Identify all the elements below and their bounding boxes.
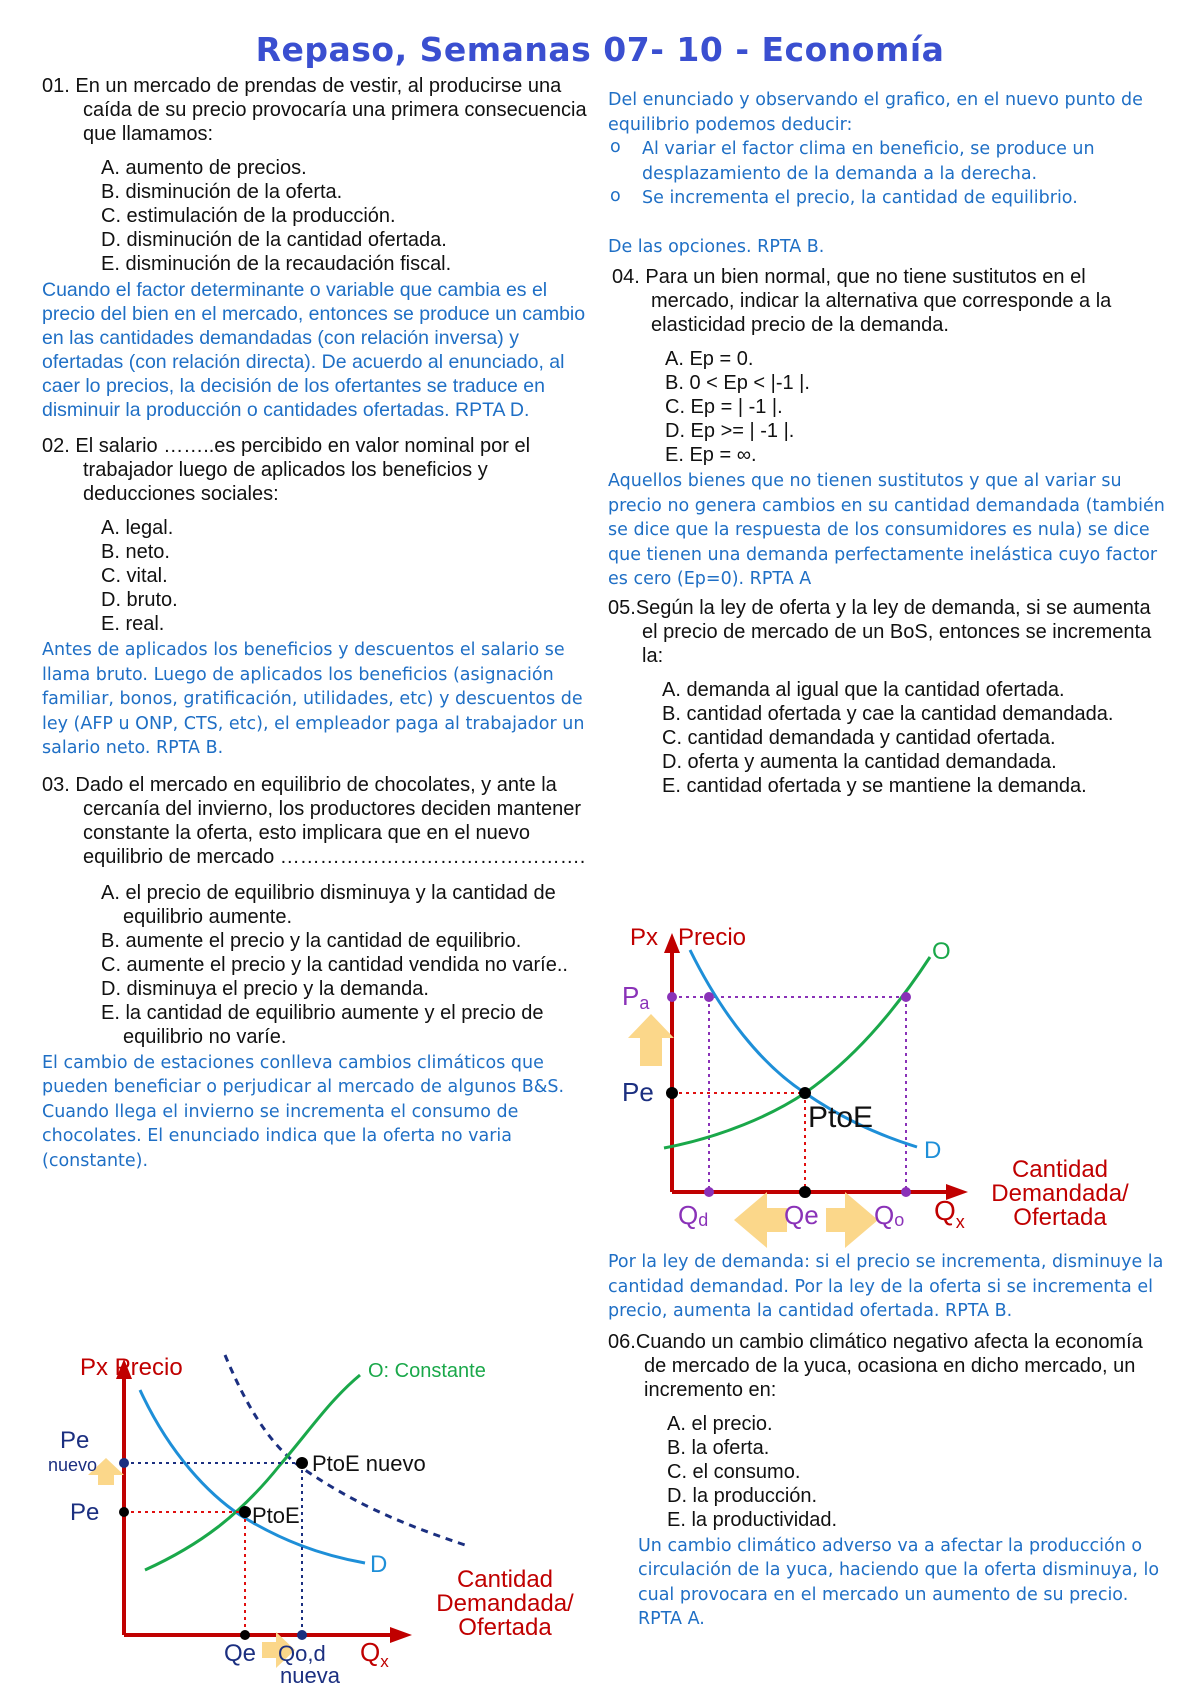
pe-label: Pe <box>70 1499 100 1526</box>
demand-curve <box>690 950 917 1147</box>
option-a: A. aumento de precios. <box>101 157 307 179</box>
qe-label: Qe <box>784 1200 819 1230</box>
answer-explanation: Aquellos bienes que no tienen sustitutos y que al variar su precio no genera cambios en su cantidad demandada (también se dice que la respuesta de los consumidores es nula) se dice que tienen una demanda perfectamente inelástica cuyo factor es cero (Ep=0). RPTA A <box>608 471 1165 589</box>
option-c: C. estimulación de la producción. <box>101 205 396 227</box>
supply-label: O <box>932 938 951 965</box>
option-c: C. Ep = | -1 |. <box>665 396 783 418</box>
answer-explanation: Cuando el factor determinante o variable que cambia es el precio del bien en el mercado, entonces se produce un cambio en las cantidades demandadas (con relación inversa) y ofertadas (con relación directa). De acuerdo al enunciado, al caer lo precios, la decisión de los ofertantes se traduce en disminuir la producción o cantidades ofertadas. RPTA D. <box>42 279 586 421</box>
qd-point <box>704 992 714 1002</box>
option-d: D. disminución de la cantidad ofertada. <box>101 229 447 251</box>
qod-axis-point <box>297 1630 307 1640</box>
options-list <box>652 678 1168 798</box>
question-text: Dado el mercado en equilibrio de chocolates, y ante la cercanía del invierno, los productores deciden mantener constante la oferta, esto implicara que en el nuevo equilibrio de mercado ………………………………………. <box>75 773 586 868</box>
answer-rpta: De las opciones. RPTA B. <box>608 236 825 257</box>
answer-bullets <box>608 137 1168 211</box>
equilibrium-point <box>239 1506 251 1518</box>
page-title: Repaso, Semanas 07- 10 - Economía <box>255 30 945 69</box>
right-column-lower <box>608 1250 1168 1632</box>
ptoe-label: PtoE <box>808 1101 874 1134</box>
option-d: D. oferta y aumenta la cantidad demandada. <box>662 750 1057 773</box>
question-text: Según la ley de oferta y la ley de demanda, si se aumenta el precio de mercado de un BoS, entonces se incrementa la: <box>635 596 1152 667</box>
pe-axis-point <box>119 1507 129 1517</box>
answer-intro: Del enunciado y observando el grafico, en el nuevo punto de equilibrio podemos deducir: <box>608 90 1143 135</box>
option-e: E. disminución de la recaudación fiscal. <box>101 253 452 275</box>
pa-label: Pa <box>622 981 650 1013</box>
option-a: A. el precio. <box>667 1412 773 1435</box>
option-a: A. demanda al igual que la cantidad ofertada. <box>662 678 1065 701</box>
option-b: B. cantidad ofertada y cae la cantidad demandada. <box>662 702 1114 725</box>
bullet-item: o Al variar el factor clima en beneficio, se produce un desplazamiento de la demanda a la derecha. <box>608 137 1168 186</box>
option-d: D. bruto. <box>101 589 178 611</box>
answer-explanation: El cambio de estaciones conlleva cambios climáticos que pueden beneficiar o perjudicar al mercado de algunos B&S. Cuando llega el invierno se incrementa el consumo de chocolates. El enunciado indica que la oferta no varia (constante). <box>42 1052 565 1171</box>
x-axis-title-1: Cantidad <box>1011 1156 1109 1183</box>
option-a: A. el precio de equilibrio disminuya y la cantidad de equilibrio aumente. <box>101 881 556 928</box>
options-list <box>91 516 597 636</box>
pa-axis-point <box>667 992 677 1002</box>
supply-label: O: Constante <box>368 1360 486 1382</box>
question-03-continued <box>608 88 1168 259</box>
question-02 <box>42 434 597 761</box>
y-axis-title-precio: Precio <box>678 924 747 951</box>
option-d: D. la producción. <box>667 1484 818 1507</box>
qod-label-1: Qo,d <box>278 1641 326 1666</box>
y-axis-title-px: Px <box>630 924 659 951</box>
qe-label: Qe <box>224 1640 257 1667</box>
qe-axis-point <box>240 1630 250 1640</box>
question-06 <box>608 1330 1168 1632</box>
options-list <box>91 156 597 276</box>
answer-explanation: Antes de aplicados los beneficios y descuentos el salario se llama bruto. Luego de aplicados los beneficios (asignación familiar, bonos, gratificación, utilidades, etc) y descuentos de ley (AFP u ONP, CTS, etc), el empleador paga al trabajador un salario neto. RPTA B. <box>42 640 585 758</box>
left-column <box>42 74 597 1173</box>
qx-label: $Q_x$ <box>360 1637 389 1671</box>
pe-nuevo-label-2: nuevo <box>48 1455 98 1475</box>
ptoe-nuevo-label: PtoE nuevo <box>312 1451 426 1476</box>
option-a: A. Ep = 0. <box>665 348 754 370</box>
demand-label: D <box>370 1551 388 1578</box>
qx-label: $Q_x$ <box>934 1195 965 1232</box>
question-number: 06. <box>608 1330 636 1353</box>
question-05 <box>608 596 1168 798</box>
question-text: Para un bien normal, que no tiene sustitutos en el mercado, indicar la alternativa que corresponde a la elasticidad precio de la demanda. <box>645 266 1112 336</box>
option-e: E. Ep = ∞. <box>665 444 757 466</box>
pe-axis-point <box>666 1087 678 1099</box>
options-list <box>657 1412 1168 1532</box>
option-d: D. Ep >= | -1 |. <box>665 420 795 442</box>
option-e: E. la cantidad de equilibrio aumente y el precio de equilibrio no varíe. <box>101 1001 544 1048</box>
supply-curve <box>664 957 930 1148</box>
x-axis-title-2: Demandada/ <box>436 1590 574 1617</box>
option-c: C. cantidad demandada y cantidad ofertada. <box>662 726 1056 749</box>
quantity-left-arrow <box>734 1192 787 1248</box>
qo-label: Qo <box>874 1200 905 1230</box>
option-b: B. disminución de la oferta. <box>101 181 343 203</box>
demand-label: D <box>924 1137 942 1164</box>
ptoe-label: PtoE <box>252 1503 300 1528</box>
equilibrium-point <box>799 1087 811 1099</box>
option-c: C. el consumo. <box>667 1460 801 1483</box>
pe-nuevo-label-1: Pe <box>60 1427 90 1454</box>
option-b: B. aumente el precio y la cantidad de equilibrio. <box>101 929 522 952</box>
x-axis-title-1: Cantidad <box>456 1566 554 1593</box>
right-column <box>608 88 1168 798</box>
pe-nuevo-axis-point <box>119 1458 129 1468</box>
x-axis-title-2: Demandada/ <box>991 1180 1129 1207</box>
option-a: A. legal. <box>101 517 174 539</box>
pe-label: Pe <box>622 1077 654 1107</box>
option-c: C. vital. <box>101 565 168 587</box>
equilibrium-point-new <box>296 1457 308 1469</box>
option-b: B. neto. <box>101 541 170 563</box>
q05-answer-explanation: Por la ley de demanda: si el precio se incrementa, disminuye la cantidad demandad. Por la ley de la oferta si se incrementa el precio, aumenta la cantidad ofertada. RPTA B. <box>608 1252 1164 1321</box>
qo-axis-point <box>901 1187 911 1197</box>
option-e: E. la productividad. <box>667 1508 838 1531</box>
option-b: B. la oferta. <box>667 1436 770 1459</box>
qd-axis-point <box>704 1187 714 1197</box>
question-text: El salario ……..es percibido en valor nominal por el trabajador luego de aplicados los beneficios y deducciones sociales: <box>75 435 531 505</box>
qd-label: Qd <box>678 1200 709 1230</box>
question-number: 03. <box>42 773 70 796</box>
x-axis-title-3: Ofertada <box>1013 1204 1107 1231</box>
question-number: 02. <box>42 435 70 457</box>
qod-label-2: nueva <box>280 1663 340 1688</box>
question-03 <box>42 773 597 1174</box>
option-e: E. cantidad ofertada y se mantiene la demanda. <box>662 774 1087 797</box>
x-axis-title-3: Ofertada <box>458 1614 552 1641</box>
quantity-right-arrow <box>826 1192 878 1248</box>
options-list <box>91 881 597 1049</box>
bullet-item: o Se incrementa el precio, la cantidad de equilibrio. <box>608 186 1168 211</box>
question-04 <box>608 265 1168 592</box>
price-up-arrow <box>628 1014 674 1066</box>
demand-curve <box>140 1390 365 1563</box>
graph-supply-demand <box>612 915 1172 1250</box>
answer-explanation: Un cambio climático adverso va a afectar la producción o circulación de la yuca, haciendo que la oferta disminuya, lo cual provocara en el mercado un aumento de su precio. RPTA A. <box>638 1535 1160 1629</box>
graph-demand-shift <box>40 1345 600 1688</box>
x-axis-arrow <box>390 1627 412 1643</box>
question-text: Cuando un cambio climático negativo afecta la economía de mercado de la yuca, ocasiona en dicho mercado, un incremento en: <box>635 1330 1143 1401</box>
option-c: C. aumente el precio y la cantidad vendida no varíe.. <box>101 953 568 976</box>
qo-point <box>901 992 911 1002</box>
question-text: En un mercado de prendas de vestir, al producirse una caída de su precio provocaría una primera consecuencia que llamamos: <box>75 75 587 145</box>
options-list <box>655 347 1168 467</box>
option-d: D. disminuya el precio y la demanda. <box>101 977 429 1000</box>
option-b: B. 0 < Ep < |-1 |. <box>665 372 810 394</box>
qe-axis-point <box>799 1186 811 1198</box>
question-number: 01. <box>42 75 70 97</box>
y-axis-title: Px Precio <box>80 1354 183 1381</box>
question-number: 05. <box>608 596 636 619</box>
question-number: 04. <box>612 266 640 288</box>
question-01 <box>42 74 597 422</box>
option-e: E. real. <box>101 613 165 635</box>
